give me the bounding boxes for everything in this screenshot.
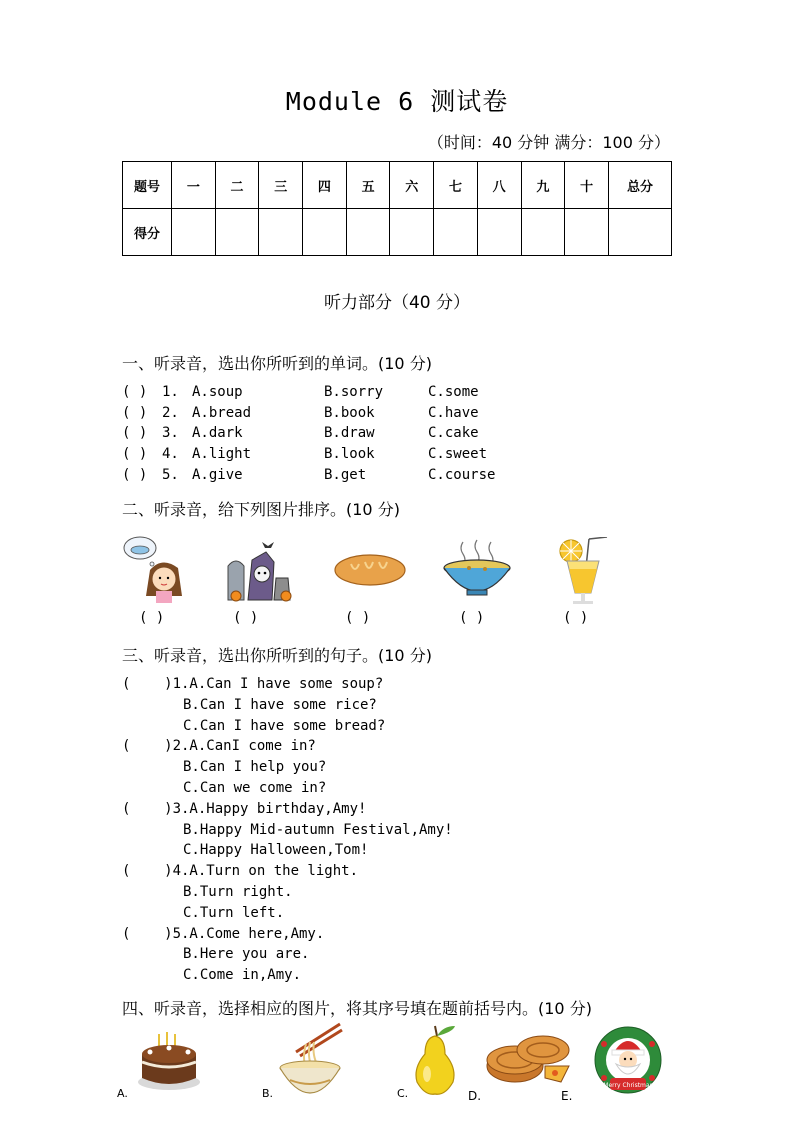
option-b: B.sorry (324, 384, 384, 400)
option-c: C.sweet (428, 446, 488, 462)
score-row-label: 得分 (123, 209, 172, 256)
item-number: 1. (162, 384, 179, 400)
option-a: A.bread (192, 405, 252, 421)
q1-heading: 一、听录音，选出你所听到的单词。(10 分) (122, 354, 432, 373)
answer-paren[interactable]: ( ) (122, 446, 148, 462)
q3-item-first-line: ( )2.A.CanI come in? (122, 738, 316, 754)
score-cell[interactable] (390, 209, 434, 256)
soup-bowl-image (441, 538, 513, 600)
q3-option-b: B.Can I help you? (183, 759, 327, 775)
item-number: 2. (162, 405, 179, 421)
q3-heading: 三、听录音，选出你所听到的句子。(10 分) (122, 646, 432, 665)
q1-item (122, 423, 479, 444)
q3-option-c: C.Turn left. (183, 905, 285, 921)
score-cell[interactable] (434, 209, 478, 256)
option-a: A.light (192, 446, 252, 462)
score-table (122, 161, 672, 256)
option-b: B.look (324, 446, 375, 462)
q1-item (122, 382, 479, 403)
birthday-cake-image (136, 1030, 202, 1092)
header-cell: 八 (477, 162, 521, 209)
q3-option-c: C.Come in,Amy. (183, 967, 302, 983)
header-cell: 十 (565, 162, 609, 209)
choice-label: D. (468, 1089, 482, 1103)
header-cell: 二 (215, 162, 259, 209)
q3-item-first-line: ( )1.A.Can I have some soup? (122, 676, 384, 692)
q3-item-first-line: ( )5.A.Come here,Amy. (122, 926, 325, 942)
answer-paren[interactable]: ( ) (122, 405, 148, 421)
score-cell[interactable] (477, 209, 521, 256)
header-cell: 三 (259, 162, 303, 209)
bread-image (333, 552, 407, 588)
q3-option-b: B.Can I have some rice? (183, 697, 377, 713)
header-cell: 一 (172, 162, 216, 209)
score-cell[interactable] (303, 209, 347, 256)
q2-heading: 二、听录音，给下列图片排序。(10 分) (122, 500, 400, 519)
choice-label: E. (561, 1089, 573, 1103)
score-cell[interactable] (346, 209, 390, 256)
score-cell[interactable] (215, 209, 259, 256)
item-number: 5. (162, 467, 179, 483)
page-title: Module 6 测试卷 (285, 87, 509, 116)
exam-info: （时间：40 分钟 满分：100 分） (427, 133, 670, 152)
q3-option-b: B.Happy Mid-autumn Festival,Amy! (183, 822, 453, 838)
score-cell[interactable] (565, 209, 609, 256)
christmas-banner-text: Merry Christmas (603, 1082, 653, 1089)
choice-label: C. (397, 1087, 409, 1100)
option-b: B.draw (324, 425, 375, 441)
order-bracket[interactable]: ( ) (139, 610, 165, 626)
listening-section-title: 听力部分（40 分） (323, 293, 471, 313)
item-number: 4. (162, 446, 179, 462)
score-cell[interactable] (609, 209, 672, 256)
girl-thinking-image (122, 534, 194, 604)
option-b: B.get (324, 467, 367, 483)
header-cell: 总分 (609, 162, 672, 209)
score-cell[interactable] (521, 209, 565, 256)
option-b: B.book (324, 405, 375, 421)
order-bracket[interactable]: ( ) (459, 610, 485, 626)
q3-option-c: C.Happy Halloween,Tom! (183, 842, 369, 858)
q3-item-first-line: ( )3.A.Happy birthday,Amy! (122, 801, 367, 817)
christmas-wreath-image (592, 1022, 664, 1098)
option-c: C.have (428, 405, 479, 421)
q3-option-c: C.Can I have some bread? (183, 718, 386, 734)
order-bracket[interactable]: ( ) (563, 610, 589, 626)
q3-option-c: C.Can we come in? (183, 780, 327, 796)
order-bracket[interactable]: ( ) (345, 610, 371, 626)
header-cell: 九 (521, 162, 565, 209)
mooncakes-image (485, 1026, 573, 1086)
option-c: C.cake (428, 425, 479, 441)
header-cell: 七 (434, 162, 478, 209)
header-cell: 五 (346, 162, 390, 209)
answer-paren[interactable]: ( ) (122, 425, 148, 441)
q3-option-b: B.Here you are. (183, 946, 310, 962)
header-cell: 六 (390, 162, 434, 209)
halloween-image (222, 538, 300, 602)
header-cell: 四 (303, 162, 347, 209)
noodles-image (276, 1022, 344, 1098)
q3-option-b: B.Turn right. (183, 884, 293, 900)
score-cell[interactable] (172, 209, 216, 256)
option-c: C.course (428, 467, 496, 483)
option-a: A.dark (192, 425, 243, 441)
choice-label: B. (262, 1087, 274, 1100)
juice-image (555, 537, 611, 605)
score-table-score-row (123, 209, 672, 256)
answer-paren[interactable]: ( ) (122, 467, 148, 483)
option-a: A.soup (192, 384, 243, 400)
q4-heading: 四、听录音，选择相应的图片，将其序号填在题前括号内。(10 分) (122, 999, 592, 1018)
score-cell[interactable] (259, 209, 303, 256)
answer-paren[interactable]: ( ) (122, 384, 148, 400)
option-a: A.give (192, 467, 243, 483)
pear-image (411, 1024, 459, 1096)
q1-item (122, 403, 479, 424)
order-bracket[interactable]: ( ) (233, 610, 259, 626)
header-cell: 题号 (123, 162, 172, 209)
score-table-header-row (123, 162, 672, 209)
q1-item (122, 465, 495, 486)
option-c: C.some (428, 384, 479, 400)
choice-label: A. (117, 1087, 128, 1100)
q3-item-first-line: ( )4.A.Turn on the light. (122, 863, 359, 879)
item-number: 3. (162, 425, 179, 441)
q1-item (122, 444, 487, 465)
